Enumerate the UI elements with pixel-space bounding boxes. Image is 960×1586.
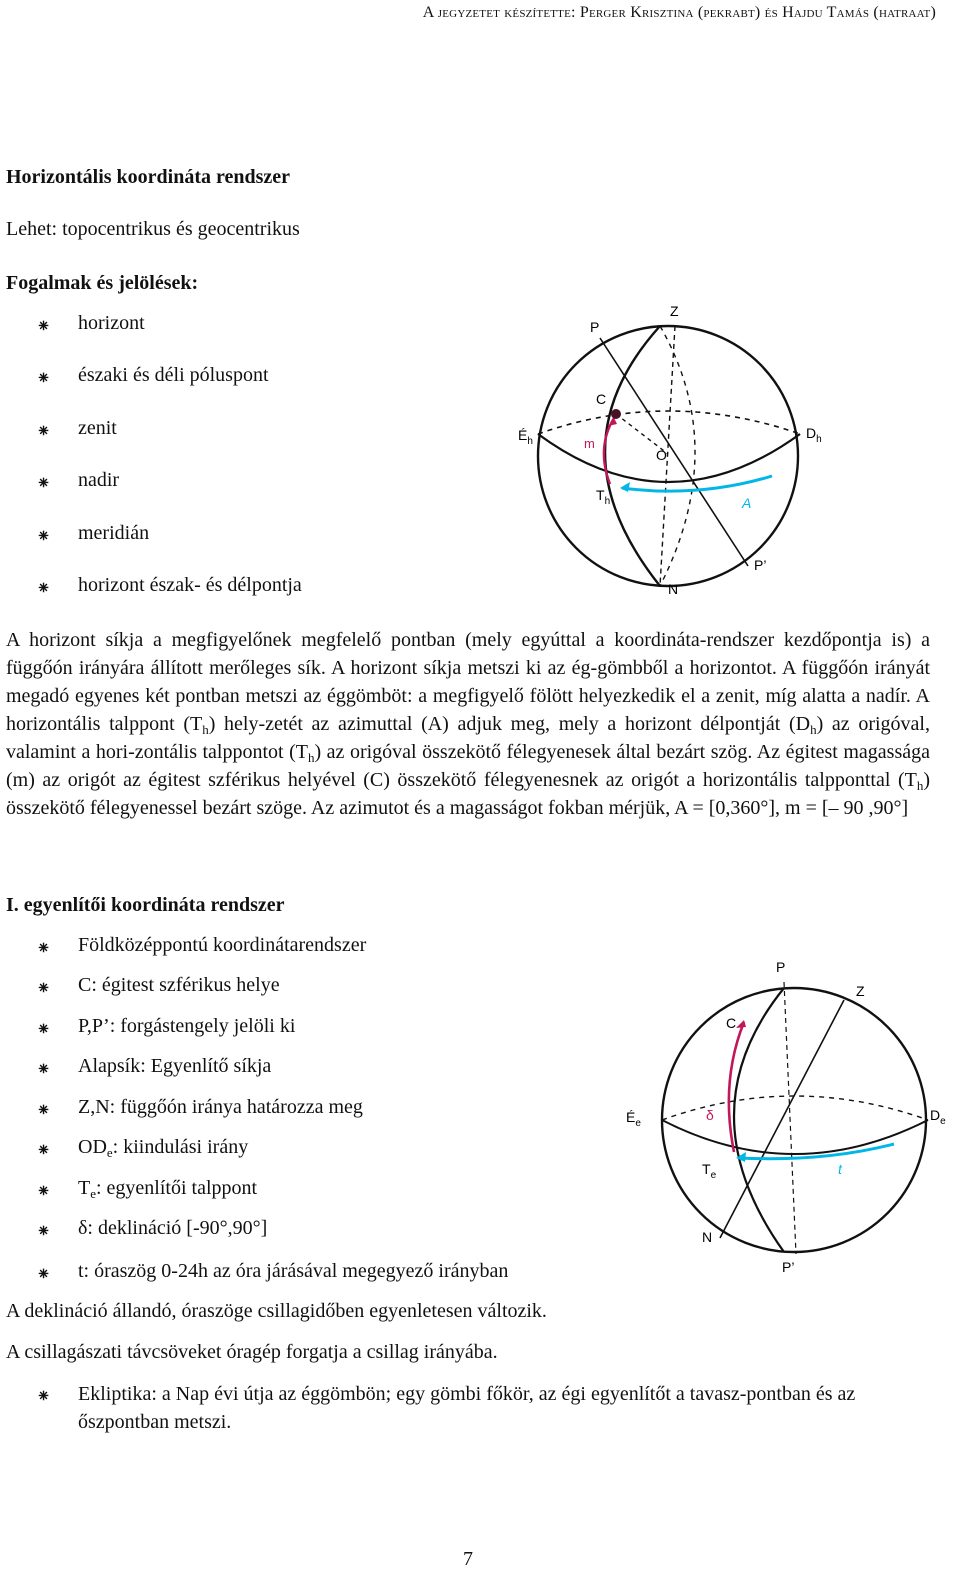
horizon-back: [538, 411, 800, 434]
label-E: $É_h$: [518, 427, 533, 447]
horizon-front: [538, 434, 800, 482]
label-Z: Z: [670, 303, 679, 319]
bullet-star-icon: ⁕: [36, 1100, 52, 1120]
telescope-line: A csillagászati távcsöveket óragép forgatja a csillag irányába.: [6, 1341, 498, 1363]
bullet-star-icon: ⁕: [36, 316, 52, 336]
declination-arrow-icon: [736, 1020, 746, 1028]
polar-axis: [600, 338, 748, 566]
label-P: P: [590, 319, 600, 335]
list-item: horizont észak- és délpontja: [78, 574, 302, 596]
bullet-star-icon: ⁕: [36, 1181, 52, 1201]
list-item: horizont: [78, 312, 145, 334]
bullet-star-icon: ⁕: [36, 421, 52, 441]
list-item: t: óraszög 0-24h az óra járásával megegyező irányban: [78, 1260, 509, 1282]
horizontal-explanation-paragraph: A horizont síkja a megfigyelőnek megfelelő pontban (mely egyúttal a koordináta-rendszer kezdőpontja is) a függőón irányára állított merőleges sík. A horizont síkja metszi ki az ég-gömbből a horizontot. A függőón irányát megadó egyenes két pontban metszi az éggömböt: a megfigyelő fölött helyezkedik el a zenit, míg alatta a nadír. A horizontális talppont $(T_h)$ hely-zetét az azimuttal (A) adjuk meg, mely a horizont délpontját $(D_h)$ az origóval, valamint a hori-zontális talppontot $(T_h)$ az origóval összekötő félegyenesek által bezárt szög. Az égitest magassága (m) az origót az égitest szférikus helyével (C) összekötő félegyenesnek az origót a horizontális talpponttal $(T_h)$ összekötő félegyenessel bezárt szöge. Az azimutot és a magasságot fokban mérjük, A = [0,360°], m = [– 90 ,90°]: [6, 629, 931, 819]
horizontal-sphere-diagram: [510, 298, 840, 604]
label-m: m: [584, 436, 595, 451]
list-item: meridián: [78, 522, 150, 544]
label-O: O: [656, 447, 667, 463]
azimuth-arc: [622, 476, 772, 491]
star-point: [611, 409, 621, 419]
label-delta: δ: [706, 1107, 714, 1123]
list-item: P,P’: forgástengely jelöli ki: [78, 1015, 296, 1037]
bullet-star-icon: ⁕: [36, 1264, 52, 1284]
equator-back: [662, 1096, 928, 1120]
list-item: nadir: [78, 469, 120, 491]
list-item: C: égitest szférikus helye: [78, 974, 280, 996]
list-item: δ: deklináció [-90°,90°]: [78, 1217, 268, 1239]
list-item: északi és déli póluspont: [78, 364, 269, 386]
meridian-front: [605, 326, 660, 586]
label-D: $D_e$: [930, 1107, 946, 1127]
label-N: N: [702, 1229, 713, 1245]
section-title-horizontal: Horizontális koordináta rendszer: [6, 166, 291, 188]
bullet-star-icon: ⁕: [36, 578, 52, 598]
bullet-star-icon: ⁕: [36, 526, 52, 546]
sphere-outline: [662, 988, 926, 1252]
label-Z: Z: [856, 983, 865, 999]
label-T: $T_h$: [596, 487, 611, 507]
label-P-prime: P’: [754, 557, 767, 573]
subtitle-concepts: Fogalmak és jelölések:: [6, 272, 199, 294]
equatorial-sphere-diagram: [624, 952, 954, 1282]
declination-line: A deklináció állandó, óraszöge csillagidőben egyenletesen változik.: [6, 1300, 547, 1322]
running-header: [0, 4, 936, 22]
bullet-star-icon: ⁕: [36, 368, 52, 388]
label-P-prime: P’: [782, 1259, 795, 1275]
list-item: Földközéppontú koordinátarendszer: [78, 934, 367, 956]
label-C: C: [596, 391, 607, 407]
label-T: $T_e$: [702, 1161, 717, 1181]
ekliptika-item: Ekliptika: a Nap évi útja az éggömbön; egy gömbi főkör, az égi egyenlítőt a tavasz-pontban és az őszpontban metszi.: [78, 1383, 856, 1433]
label-P: P: [776, 959, 786, 975]
running-header-text: A jegyzetet készítette: Perger Krisztina (pekrabt) és Hajdu Tamás (hatraat): [422, 4, 936, 21]
bullet-star-icon: ⁕: [36, 1386, 52, 1406]
list-item: Z,N: függőón iránya határozza meg: [78, 1096, 363, 1118]
list-item: Alapsík: Egyenlítő síkja: [78, 1055, 272, 1077]
bullet-star-icon: ⁕: [36, 938, 52, 958]
section-title-equatorial: I. egyenlítői koordináta rendszer: [6, 894, 285, 916]
list-item: $T_e$: egyenlítői talppont: [78, 1177, 258, 1201]
label-C: C: [726, 1015, 737, 1031]
bullet-star-icon: ⁕: [36, 1140, 52, 1160]
bullet-star-icon: ⁕: [36, 1019, 52, 1039]
bullet-star-icon: ⁕: [36, 1221, 52, 1241]
bullet-star-icon: ⁕: [36, 473, 52, 493]
label-t: t: [838, 1161, 842, 1177]
bullet-star-icon: ⁕: [36, 1059, 52, 1079]
list-item: zenit: [78, 417, 117, 439]
page-number: 7: [463, 1548, 473, 1570]
list-item: $OD_e$: kiindulási irány: [78, 1136, 249, 1160]
label-E: $É_e$: [626, 1109, 641, 1129]
bullet-star-icon: ⁕: [36, 978, 52, 998]
intro-line: Lehet: topocentrikus és geocentrikus: [6, 218, 300, 240]
label-A: A: [742, 495, 752, 511]
label-D: $D_h$: [806, 425, 822, 445]
polar-axis: [784, 982, 796, 1254]
azimuth-arrow-icon: [620, 482, 630, 492]
equator-front: [662, 1120, 928, 1154]
label-N: N: [668, 581, 679, 597]
